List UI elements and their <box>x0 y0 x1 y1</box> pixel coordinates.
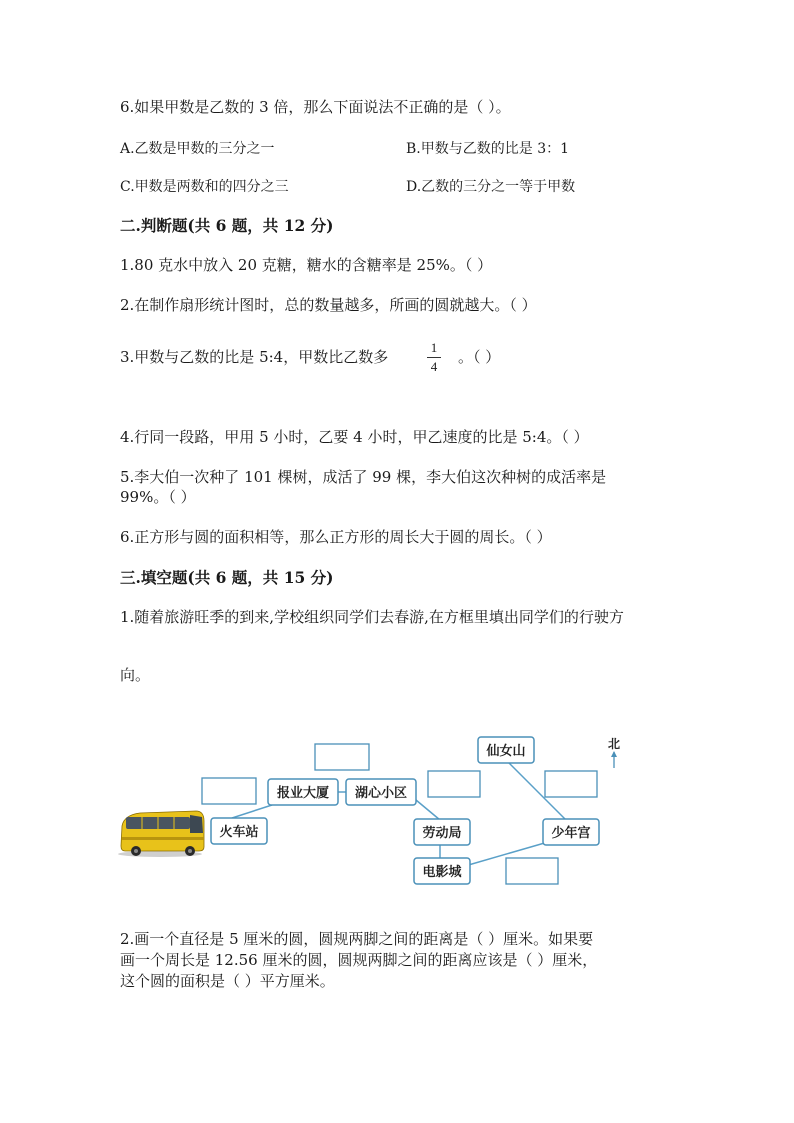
answer-box-5[interactable] <box>506 858 558 884</box>
label-newspaper-building: 报业大厦 <box>276 786 330 801</box>
judge-q3-text: 3.甲数与乙数的比是 5:4，甲数比乙数多 <box>120 348 389 366</box>
answer-box-1[interactable] <box>315 744 369 770</box>
label-lakeside-community: 湖心小区 <box>354 786 408 801</box>
fill-q2-line3: 这个圆的面积是（ ）平方厘米。 <box>120 972 335 990</box>
label-youth-palace: 少年宫 <box>551 826 591 841</box>
connector-train-newspaper <box>232 805 272 818</box>
label-train-station: 火车站 <box>219 825 259 840</box>
bus-icon <box>118 811 204 857</box>
label-fairy-mountain: 仙女山 <box>486 744 526 759</box>
fraction-numerator: 1 <box>430 340 438 355</box>
judge-q2: 2.在制作扇形统计图时，总的数量越多，所画的圆就越大。（ ） <box>120 296 537 314</box>
q6-option-b: B.甲数与乙数的比是 3：1 <box>406 141 570 157</box>
place-lakeside-community <box>346 779 416 805</box>
place-newspaper-building <box>268 779 338 805</box>
q6-option-a: A.乙数是甲数的三分之一 <box>120 141 275 157</box>
label-cinema: 电影城 <box>422 865 462 880</box>
place-cinema <box>414 858 470 884</box>
place-fairy-mountain <box>478 737 534 763</box>
section3-heading: 三.填空题(共 6 题，共 15 分) <box>120 568 334 587</box>
place-train-station <box>211 818 267 844</box>
fill-q1-line1: 1.随着旅游旺季的到来,学校组织同学们去春游,在方框里填出同学们的行驶方 <box>120 608 624 626</box>
answer-box-2[interactable] <box>202 778 256 804</box>
place-labor-bureau <box>414 819 470 845</box>
q6-option-c: C.甲数是两数和的四分之三 <box>120 179 289 195</box>
judge-q5-line1: 5.李大伯一次种了 101 棵树，成活了 99 棵，李大伯这次种树的成活率是 <box>120 468 607 486</box>
answer-box-3[interactable] <box>428 771 480 797</box>
q6-stem: 6.如果甲数是乙数的 3 倍，那么下面说法不正确的是（ ）。 <box>120 98 511 116</box>
place-youth-palace <box>543 819 599 845</box>
connector-lake-labor <box>416 800 440 820</box>
answer-box-4[interactable] <box>545 771 597 797</box>
north-label: 北 <box>607 737 621 751</box>
section2-heading: 二.判断题(共 6 题，共 12 分) <box>120 216 334 235</box>
judge-q4: 4.行同一段路，甲用 5 小时，乙要 4 小时，甲乙速度的比是 5:4。（ ） <box>120 428 589 446</box>
judge-q5-line2: 99%。（ ） <box>120 488 196 506</box>
fraction-denominator: 4 <box>430 359 438 374</box>
route-connectors <box>232 762 566 866</box>
fill-q1-line2: 向。 <box>120 666 151 684</box>
q6-option-d: D.乙数的三分之一等于甲数 <box>406 179 576 195</box>
fill-q2-line2: 画一个周长是 12.56 厘米的圆，圆规两脚之间的距离应该是（ ）厘米， <box>120 951 598 969</box>
fill-q2-line1: 2.画一个直径是 5 厘米的圆，圆规两脚之间的距离是（ ）厘米。如果要 <box>120 930 594 948</box>
judge-q6: 6.正方形与圆的面积相等，那么正方形的周长大于圆的周长。（ ） <box>120 528 552 546</box>
judge-q1: 1.80 克水中放入 20 克糖，糖水的含糖率是 25%。（ ） <box>120 256 493 274</box>
north-indicator <box>608 737 620 768</box>
judge-q3-tail: 。（ ） <box>458 348 501 366</box>
label-labor-bureau: 劳动局 <box>422 826 462 841</box>
